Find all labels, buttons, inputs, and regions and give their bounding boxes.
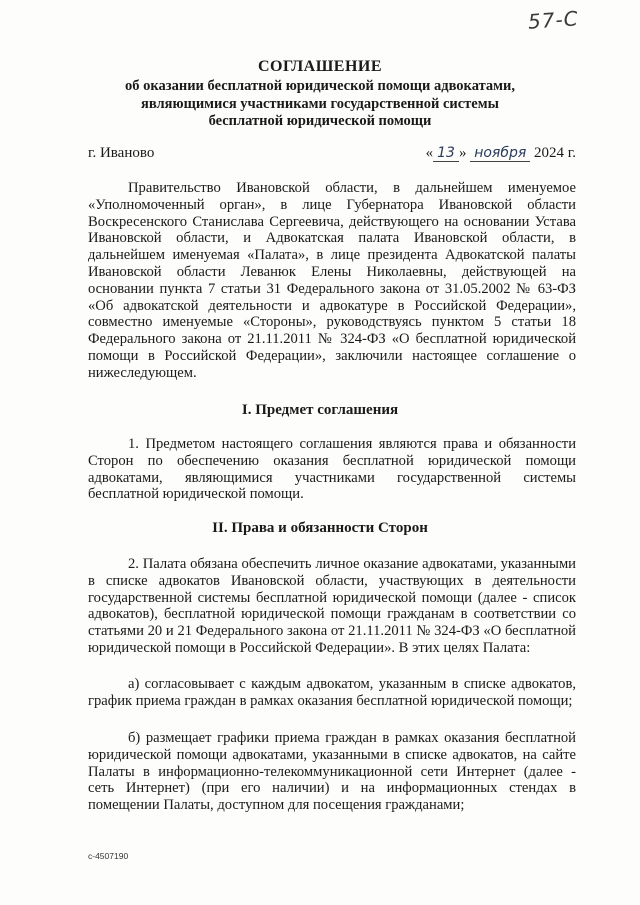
subtitle-line: об оказании бесплатной юридической помощи адвокатами, — [125, 78, 515, 94]
section-1-paragraph: 1. Предметом настоящего соглашения являются права и обязанности Сторон по обеспечению оказания бесплатной юридической помощи адвокатами, являющимися участниками государственной системы бесплатной юридической помощи. — [88, 436, 576, 503]
city: г. Иваново — [88, 145, 155, 161]
subtitle-line: являющимися участниками государственной системы — [141, 95, 499, 112]
section-2-item-a: а) согласовывает с каждым адвокатом, указанным в списке адвокатов, график приема граждан в рамках оказания бесплатной юридической помощи; — [88, 676, 576, 709]
section-1-heading: I. Предмет соглашения — [241, 402, 399, 418]
place-date-row — [88, 145, 576, 167]
subtitle-line: бесплатной юридической помощи — [208, 113, 432, 129]
date-day: 13 — [433, 145, 459, 162]
handwritten-mark: 57-С — [527, 6, 580, 34]
section-2-item-b: б) размещает графики приема граждан в рамках оказания бесплатной юридической помощи адвокатами, указанными в списке адвокатов, на сайте Палаты в информационно-телекоммуникационной сети Интернет (далее - сеть Интернет) (при его наличии) и на информационных стендах в помещении Палаты, доступном для посещения гражданами; — [88, 730, 576, 814]
document-subtitle — [60, 78, 580, 131]
document-title: СОГЛАШЕНИЕ — [257, 58, 383, 75]
date-open-quote: « — [425, 145, 434, 161]
section-2-heading: II. Права и обязанности Сторон — [212, 520, 428, 536]
date-year: 2024 г. — [534, 145, 576, 161]
intro-paragraph: Правительство Ивановской области, в дальнейшем именуемое «Уполномоченный орган», в лице Губернатора Ивановской области Воскресенского Станислава Сергеевича, действующего на основании Устава Ивановской области, и Адвокатская палата Ивановской области, в дальнейшем именуемая «Палата», в лице президента Адвокатской палаты Ивановской области Леванюк Елены Николаевны, действующей на основании пункта 7 статьи 31 Федерального закона от 31.05.2002 № 63-ФЗ «Об адвокатской деятельности и адвокатуре в Российской Федерации», совместно именуемые «Стороны», руководствуясь пунктом 5 статьи 18 Федерального закона от 21.11.2011 № 324-ФЗ «О бесплатной юридической помощи в Российской Федерации», заключили настоящее соглашение о нижеследующем. — [88, 180, 576, 381]
date-close-quote: » — [458, 145, 467, 161]
date-month: ноября — [470, 145, 530, 162]
section-2-paragraph: 2. Палата обязана обеспечить личное оказание адвокатами, указанными в списке адвокатов Ивановской области, участвующих в деятельности государственной системы бесплатной юридической помощи (далее - список адвокатов), бесплатной юридической помощи гражданам в соответствии со статьями 20 и 21 Федерального закона от 21.11.2011 № 324-ФЗ «О бесплатной юридической помощи в Российской Федерации». В этих целях Палата: — [88, 556, 576, 656]
date — [426, 145, 576, 162]
footer-code: c-4507190 — [88, 851, 129, 861]
